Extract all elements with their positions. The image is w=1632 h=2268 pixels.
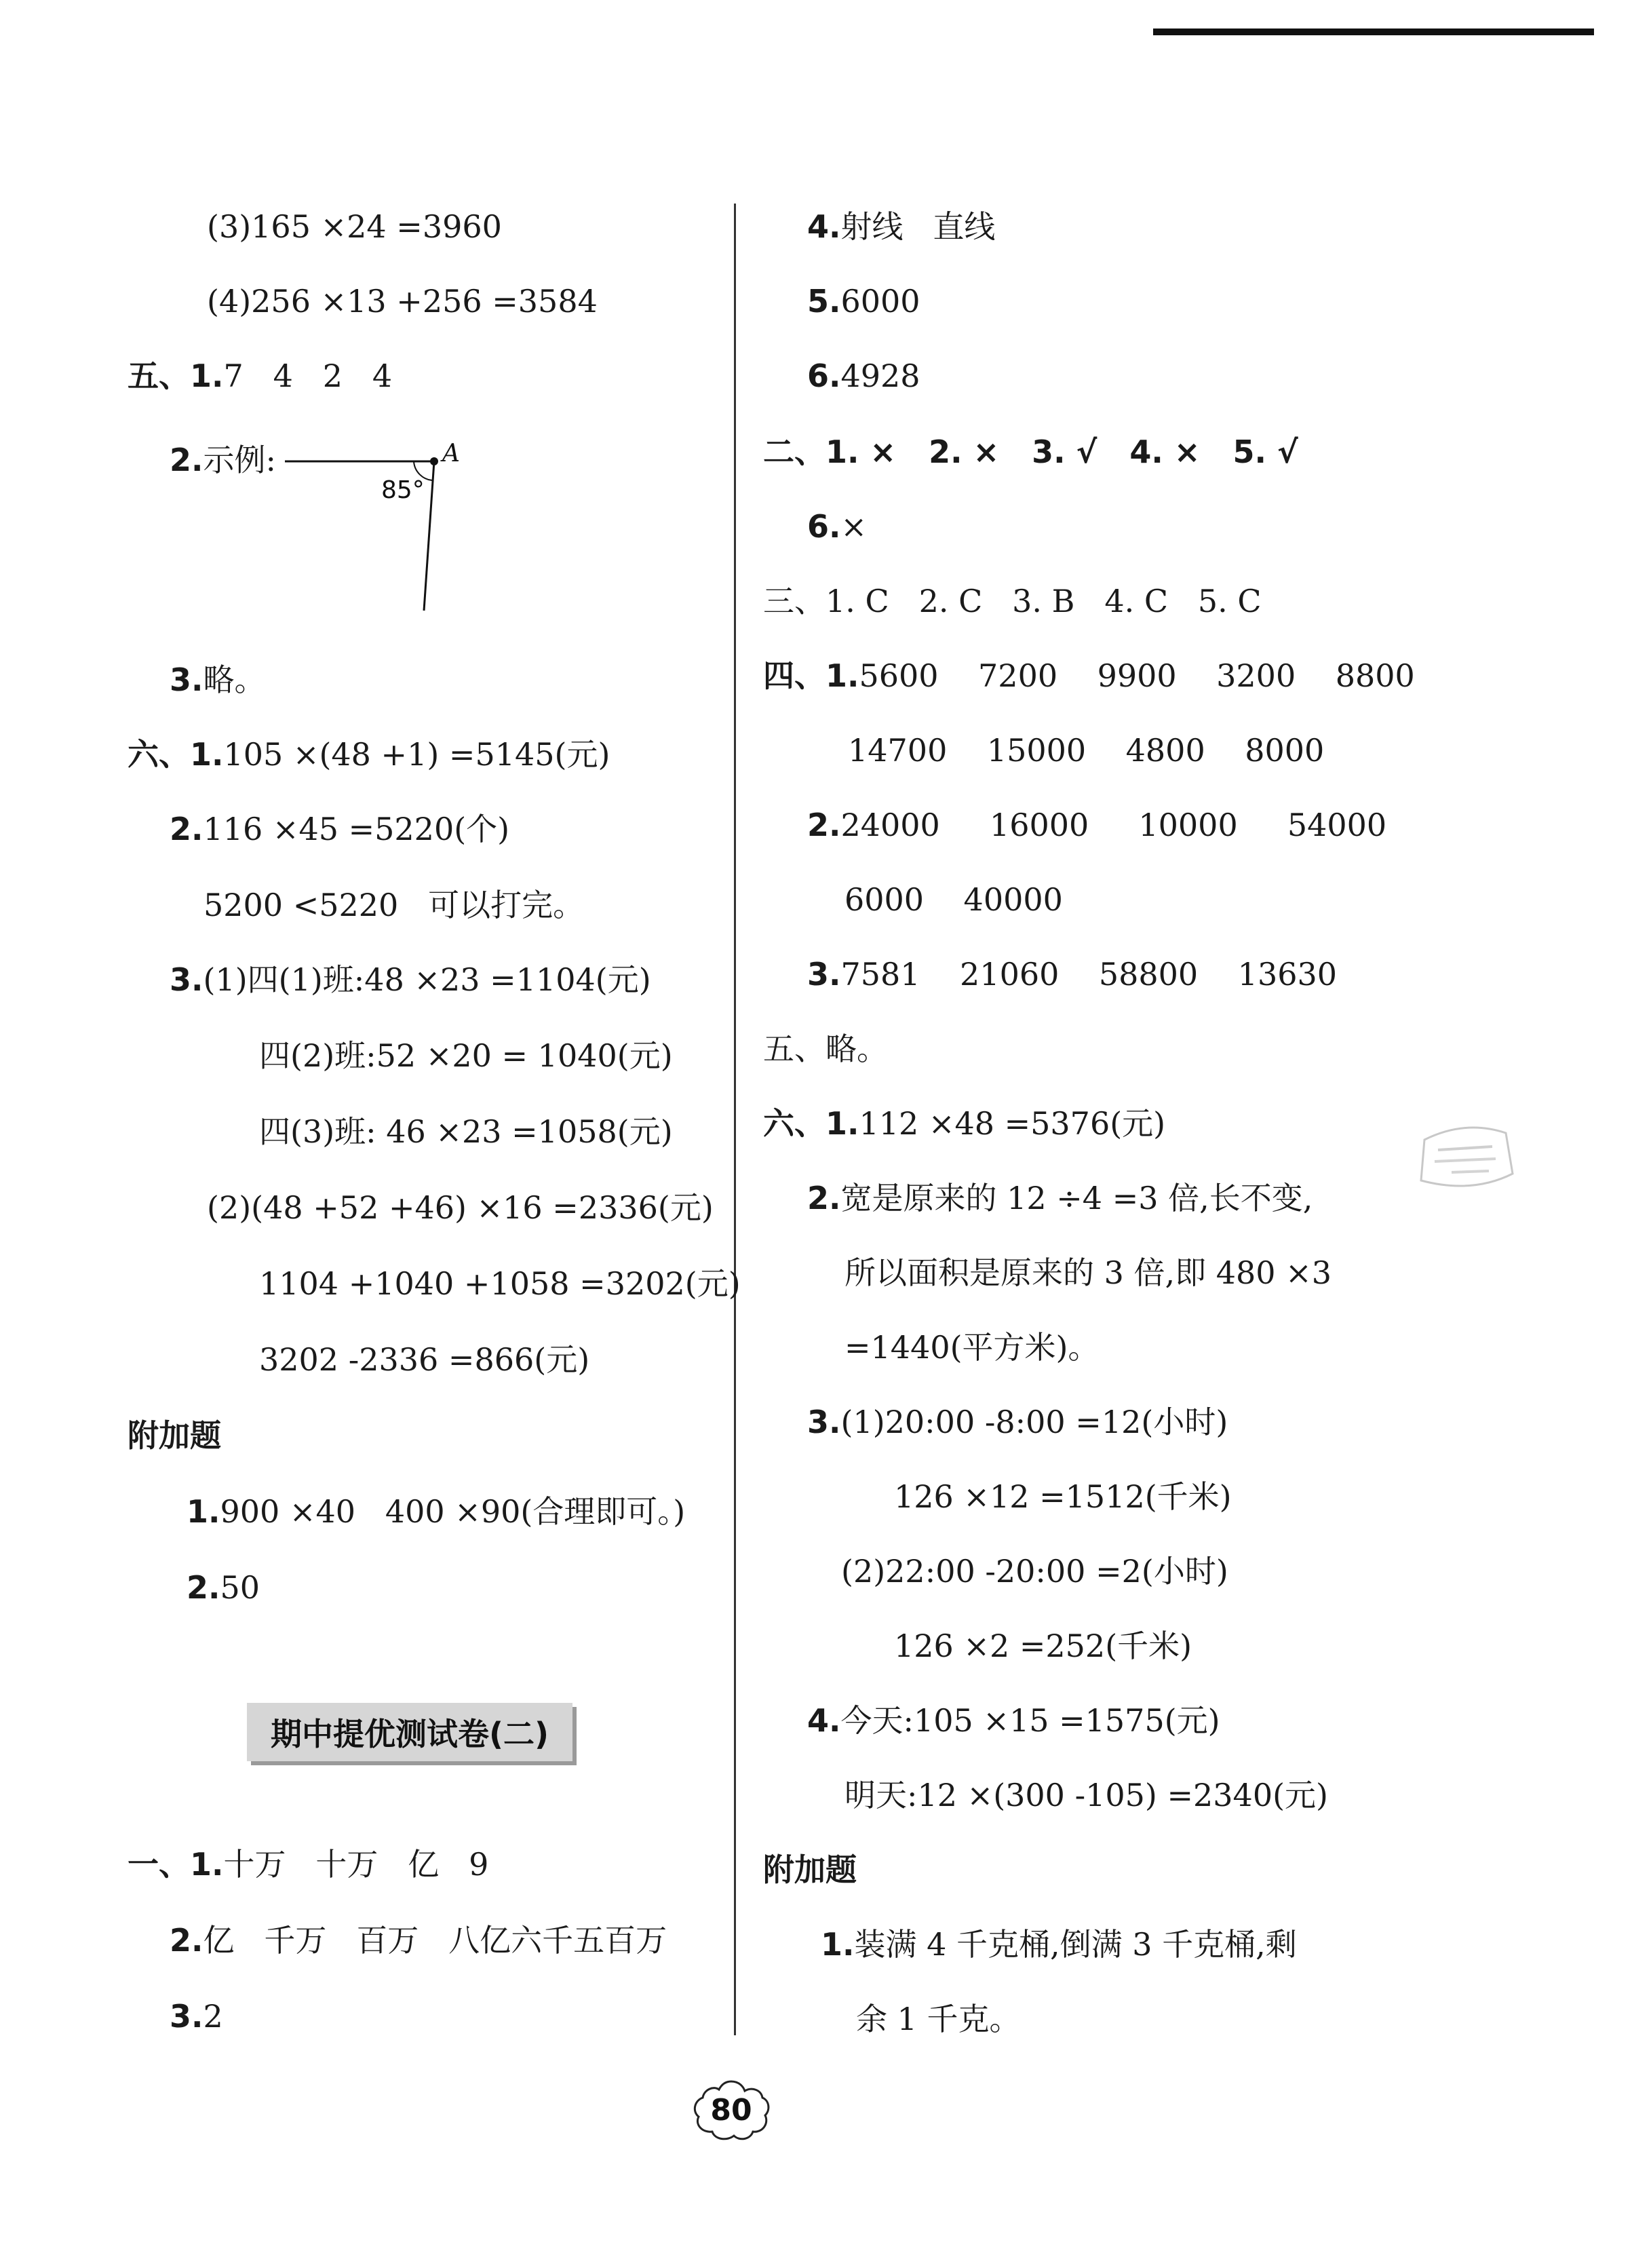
answer-line: 五、略。 [763,1031,888,1067]
section-title: 期中提优测试卷(二) [270,1716,549,1752]
answer-line: 3.略。 [170,661,266,698]
answer-line: 六、1.105 ×(48 +1) =5145(元) [128,736,610,773]
page-number: 80 [710,2092,752,2128]
top-rule [1153,28,1594,35]
watermark-stamp-icon [1411,1119,1519,1194]
answer-line: 2.亿 千万 百万 八亿六千五百万 [170,1922,667,1959]
answer-line: 三、1. C 2. C 3. B 4. C 5. C [763,583,1262,619]
page-number-badge [691,2076,772,2144]
answer-line: 2.24000 16000 10000 54000 [807,807,1387,843]
answer-line: 6.× [807,508,868,545]
answer-line: =1440(平方米)。 [844,1329,1100,1366]
section-title-box [247,1703,572,1761]
angle-diagram [285,434,502,624]
answer-line: 1.900 ×40 400 ×90(合理即可。) [187,1493,686,1530]
answer-line: 14700 15000 4800 8000 [848,732,1325,769]
answer-line: 6000 40000 [844,881,1063,918]
answer-line: (3)165 ×24 =3960 [207,208,502,245]
answer-line: 明天:12 ×(300 -105) =2340(元) [844,1777,1328,1813]
answer-line: 4.今天:105 ×15 =1575(元) [807,1702,1220,1739]
answer-line: 余 1 千克。 [856,2001,1021,2037]
answer-line: 五、1.7 4 2 4 [128,358,393,394]
answer-line: 6.4928 [807,358,920,394]
bonus-heading: 附加题 [128,1417,221,1454]
answer-line: 四、1.5600 7200 9900 3200 8800 [763,657,1415,694]
answer-line: 3.7581 21060 58800 13630 [807,956,1338,993]
answer-line: (2)22:00 -20:00 =2(小时) [841,1553,1228,1590]
angle-label: 85° [381,476,425,504]
answer-line: 所以面积是原来的 3 倍,即 480 ×3 [844,1254,1332,1291]
answer-line: 二、1. × 2. × 3. √ 4. × 5. √ [763,434,1298,470]
answer-line: 126 ×2 =252(千米) [894,1628,1192,1664]
answer-line: 4.射线 直线 [807,208,996,245]
answer-line: 126 ×12 =1512(千米) [894,1478,1232,1515]
answer-line: 5.6000 [807,283,920,320]
answer-line: (4)256 ×13 +256 =3584 [207,283,598,320]
answer-line: 3.2 [170,1998,223,2035]
answer-line: 一、1.十万 十万 亿 9 [128,1846,489,1883]
answer-line: 六、1.112 ×48 =5376(元) [763,1105,1166,1142]
answer-line: 2.示例: [170,442,276,478]
bonus-heading: 附加题 [763,1851,857,1888]
answer-line: 2.宽是原来的 12 ÷4 =3 倍,长不变, [807,1180,1313,1216]
answer-line: 1.装满 4 千克桶,倒满 3 千克桶,剩 [821,1926,1297,1963]
answer-line: (2)(48 +52 +46) ×16 =2336(元) [207,1189,714,1226]
answer-line: 3.(1)20:00 -8:00 =12(小时) [807,1404,1228,1440]
answer-line: 1104 +1040 +1058 =3202(元) [259,1265,741,1302]
answer-line: 2.116 ×45 =5220(个) [170,811,510,847]
answer-line: 3.(1)四(1)班:48 ×23 =1104(元) [170,961,651,998]
answer-line: 四(2)班:52 ×20 = 1040(元) [259,1037,673,1074]
answer-line: 3202 -2336 =866(元) [259,1341,590,1378]
column-divider [734,204,736,2035]
answer-line: 2.50 [187,1569,260,1606]
answer-line: 四(3)班: 46 ×23 =1058(元) [259,1113,673,1150]
point-label: A [442,440,460,467]
answer-line: 5200 <5220 可以打完。 [203,887,585,923]
